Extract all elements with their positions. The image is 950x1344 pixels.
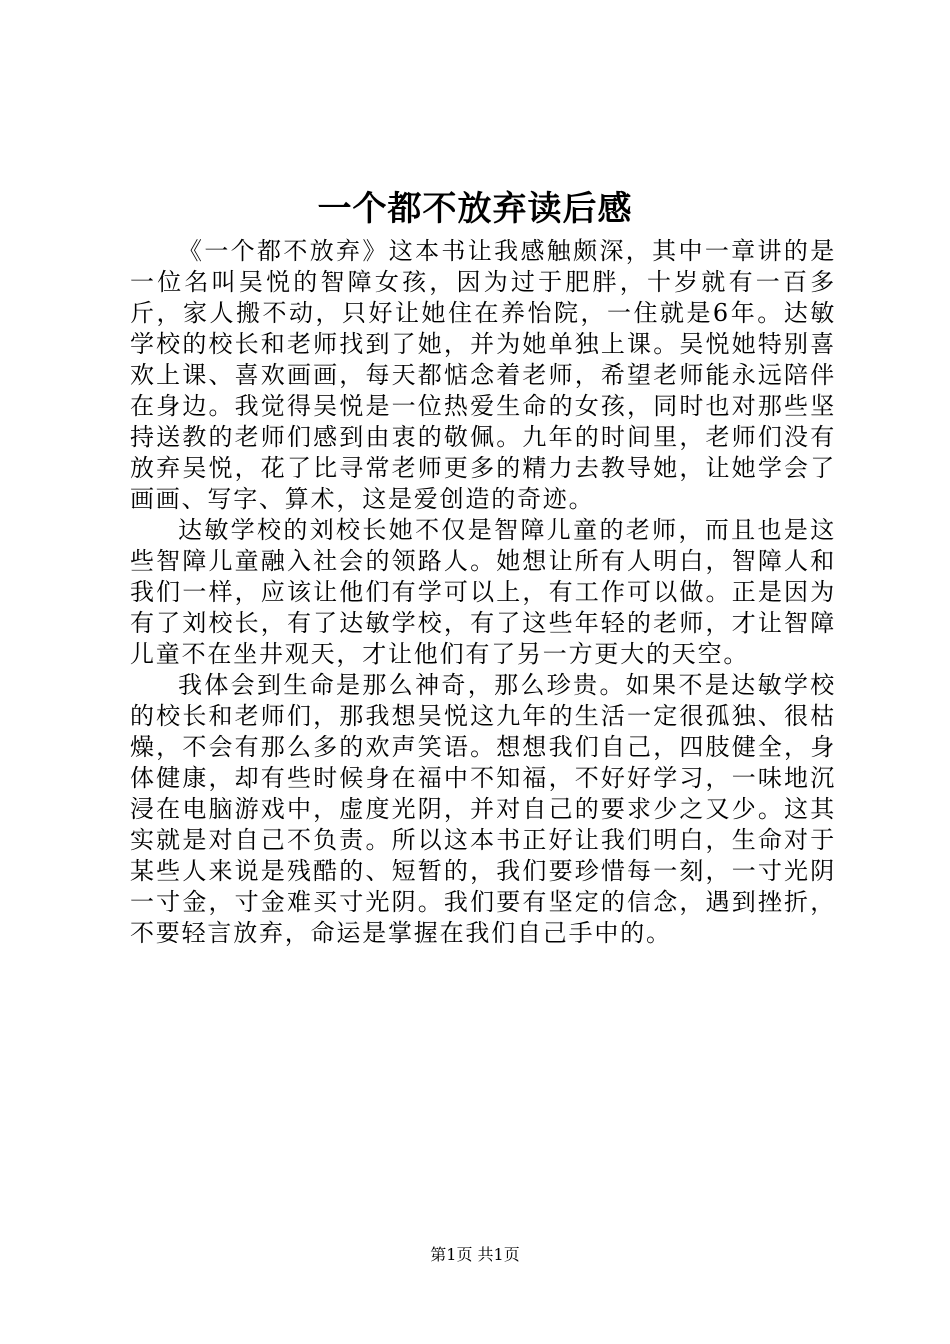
page-number-footer: 第1页 共1页 <box>430 1245 520 1264</box>
paragraph-3: 我体会到生命是那么神奇，那么珍贵。如果不是达敏学校的校长和老师们，那我想吴悦这九年的生活一定很孤独、很枯燥，不会有那么多的欢声笑语。想想我们自己，四肢健全，身体健康，却有些时候身在福中不知福，不好好学习，一味地沉浸在电脑游戏中，虚度光阴，并对自己的要求少之又少。这其实就是对自己不负责。所以这本书正好让我们明白，生命对于某些人来说是残酷的、短暂的，我们要珍惜每一刻，一寸光阴一寸金，寸金难买寸光阴。我们要有坚定的信念，遇到挫折，不要轻言放弃，命运是掌握在我们自己手中的。 <box>130 671 836 947</box>
page-title: 一个都不放弃读后感 <box>317 189 633 229</box>
paragraph-1: 《一个都不放弃》这本书让我感触颇深，其中一章讲的是一位名叫吴悦的智障女孩，因为过于肥胖，十岁就有一百多斤，家人搬不动，只好让她住在养怡院，一住就是6年。达敏学校的校长和老师找到了她，并为她单独上课。吴悦她特别喜欢上课、喜欢画画，每天都惦念着老师，希望老师能永远陪伴在身边。我觉得吴悦是一位热爱生命的女孩，同时也对那些坚持送教的老师们感到由衷的敬佩。九年的时间里，老师们没有放弃吴悦，花了比寻常老师更多的精力去教导她，让她学会了画画、写字、算术，这是爱创造的奇迹。 <box>130 237 836 513</box>
paragraph-2: 达敏学校的刘校长她不仅是智障儿童的老师，而且也是这些智障儿童融入社会的领路人。她想让所有人明白，智障人和我们一样，应该让他们有学可以上，有工作可以做。正是因为有了刘校长，有了达敏学校，有了这些年轻的老师，才让智障儿童不在坐井观天，才让他们有了另一方更大的天空。 <box>130 516 836 668</box>
document-body <box>130 236 836 949</box>
